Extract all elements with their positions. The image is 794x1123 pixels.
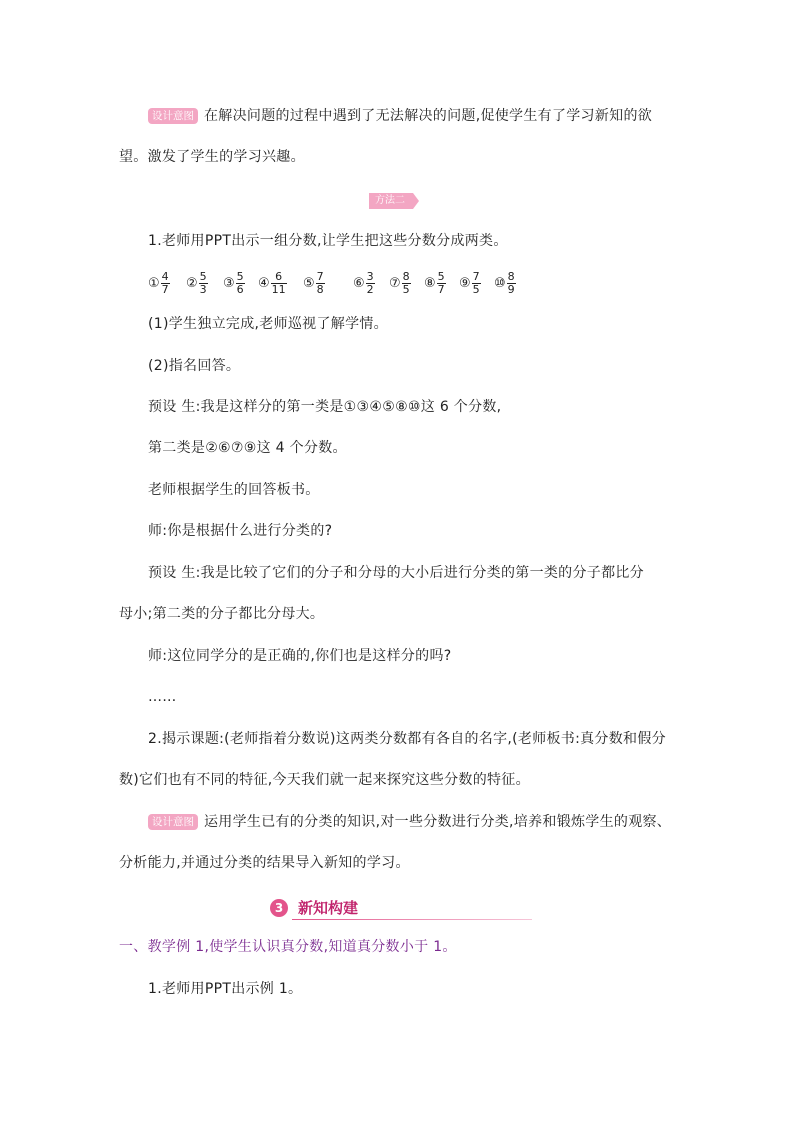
design-intent-2-line-2: 分析能力,并通过分类的结果导入新知的学习。 <box>119 855 410 871</box>
fraction-denominator: 7 <box>161 282 169 296</box>
design-intent-text: 在解决问题的过程中遇到了无法解决的问题,促使学生有了学习新知的欲 <box>204 108 653 124</box>
section-title: 新知构建 <box>298 899 359 917</box>
fraction-mark: ② <box>186 275 198 291</box>
design-intent-2-line-1 <box>148 812 671 832</box>
step-1: 1.老师用PPT出示一组分数,让学生把这些分数分成两类。 <box>148 233 508 249</box>
fraction-denominator: 5 <box>472 282 480 296</box>
fraction-item <box>258 268 287 298</box>
fraction-item <box>424 268 446 298</box>
board-writing: 老师根据学生的回答板书。 <box>148 482 320 498</box>
sub-step-1: (1)学生独立完成,老师巡视了解学情。 <box>148 316 388 332</box>
fraction-item <box>494 268 516 298</box>
fraction-numerator: 5 <box>199 269 207 283</box>
fraction-denominator: 6 <box>236 282 244 296</box>
fraction-mark: ⑥ <box>353 275 365 291</box>
fraction-numerator: 8 <box>402 269 410 283</box>
design-intent-line-2: 望。激发了学生的学习兴趣。 <box>119 149 305 165</box>
method-tag <box>369 193 419 209</box>
fraction-numerator: 5 <box>437 269 445 283</box>
sub-step-2: (2)指名回答。 <box>148 358 241 374</box>
fraction-item <box>389 268 411 298</box>
fraction <box>199 271 208 296</box>
fraction <box>366 271 375 296</box>
teacher-question-1: 师:你是根据什么进行分类的? <box>148 523 333 539</box>
fraction-numerator: 6 <box>275 269 283 283</box>
fraction-numerator: 3 <box>366 269 374 283</box>
fraction-mark: ③ <box>223 275 235 291</box>
fraction-denominator: 2 <box>366 282 374 296</box>
fraction-denominator: 3 <box>199 282 207 296</box>
fraction-item <box>148 268 170 298</box>
fraction-denominator: 9 <box>507 282 515 296</box>
section-underline <box>292 919 532 920</box>
part-1-heading: 一、教学例 1,使学生认识真分数,知道真分数小于 1。 <box>119 939 457 955</box>
fraction-item <box>186 268 208 298</box>
fraction-numerator: 4 <box>161 269 169 283</box>
fraction <box>236 271 245 296</box>
fraction-denominator: 5 <box>402 282 410 296</box>
fraction-denominator: 11 <box>271 282 286 296</box>
fraction-mark: ⑤ <box>303 275 315 291</box>
fraction-denominator: 7 <box>437 282 445 296</box>
teacher-question-2: 师:这位同学分的是正确的,你们也是这样分的吗? <box>148 648 452 664</box>
fraction <box>316 271 325 296</box>
fraction <box>437 271 446 296</box>
fraction-mark: ④ <box>258 275 270 291</box>
preset-answer-2-cont: 母小;第二类的分子都比分母大。 <box>119 606 325 622</box>
fraction <box>472 271 481 296</box>
preset-answer-1: 预设 生:我是这样分的第一类是①③④⑤⑧⑩这 6 个分数, <box>148 399 502 415</box>
fraction <box>507 271 516 296</box>
fraction-mark: ① <box>148 275 160 291</box>
step-2: 2.揭示课题:(老师指着分数说)这两类分数都有各自的名字,(老师板书:真分数和假分 <box>148 731 666 747</box>
design-intent-line-1 <box>148 106 652 126</box>
method-tag-label: 方法二 <box>375 195 405 206</box>
fraction-item <box>303 268 325 298</box>
design-intent-tag: 设计意图 <box>148 108 198 124</box>
fraction-numerator: 8 <box>507 269 515 283</box>
part-1-step-1: 1.老师用PPT出示例 1。 <box>148 981 303 997</box>
step-2-cont: 数)它们也有不同的特征,今天我们就一起来探究这些分数的特征。 <box>119 772 530 788</box>
fraction-item <box>459 268 481 298</box>
design-intent-tag-2: 设计意图 <box>148 814 198 830</box>
fraction-numerator: 5 <box>236 269 244 283</box>
fraction-mark: ⑧ <box>424 275 436 291</box>
section-heading <box>270 897 532 921</box>
fraction-mark: ⑦ <box>389 275 401 291</box>
fraction <box>402 271 411 296</box>
preset-answer-2: 预设 生:我是比较了它们的分子和分母的大小后进行分类的第一类的分子都比分 <box>148 565 644 581</box>
fraction-mark: ⑩ <box>494 275 506 291</box>
fraction <box>271 271 287 296</box>
fraction-item <box>353 268 375 298</box>
ellipsis: …… <box>148 689 177 705</box>
fraction <box>161 271 170 296</box>
fraction-numerator: 7 <box>316 269 324 283</box>
design-intent-2-text: 运用学生已有的分类的知识,对一些分数进行分类,培养和锻炼学生的观察、 <box>204 814 672 830</box>
section-number-badge: 3 <box>270 899 288 917</box>
fraction-item <box>223 268 245 298</box>
fraction-numerator: 7 <box>472 269 480 283</box>
fraction-mark: ⑨ <box>459 275 471 291</box>
preset-answer-1-cont: 第二类是②⑥⑦⑨这 4 个分数。 <box>148 440 347 456</box>
fraction-denominator: 8 <box>316 282 324 296</box>
